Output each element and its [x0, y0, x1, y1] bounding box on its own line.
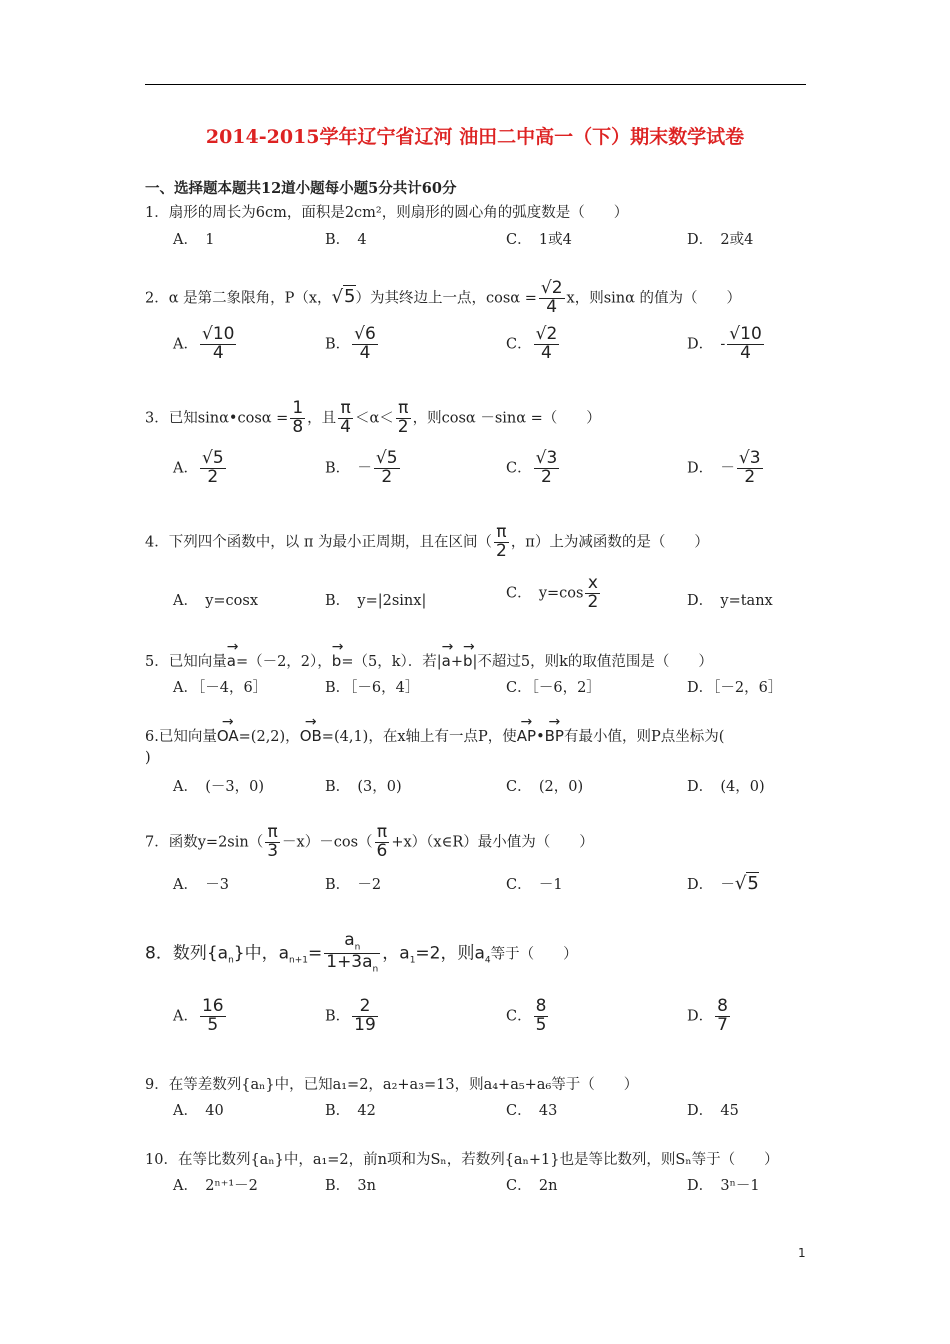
q7-option-c: C． －1: [506, 877, 563, 893]
question-2: 2．α 是第二象限角，P（x，√5）为其终边上一点，cosα = $\frac{√2}{4}$ x，则sinα 的值为（ ）: [145, 278, 742, 317]
q7-option-d: D． －√5: [687, 873, 759, 894]
question-7: 7．函数y=2sin（ $\frac{\pi}{3}$ －x）－cos（ $\frac{\pi}{6}$ +x）（x∈R）最小值为（ ）: [145, 822, 594, 861]
q8-option-a: A． $\frac{16}{5}$: [173, 996, 224, 1035]
q3-option-c: C． $\frac{√3}{2}$: [506, 448, 558, 487]
q1-option-c: C． 1或4: [506, 232, 572, 248]
q3-option-d: D． － $\frac{√3}{2}$: [687, 448, 761, 487]
q8-option-c: C． $\frac{8}{5}$: [506, 996, 547, 1035]
question-9: 9．在等差数列{aₙ}中，已知a₁=2，a₂+a₃=13，则a₄+a₅+a₆等于（ ）: [145, 1077, 639, 1093]
q3-option-a: A． $\frac{√5}{2}$: [173, 448, 224, 487]
header-rule: [145, 84, 806, 85]
q6-option-d: D． (4，0): [687, 779, 765, 795]
q5-option-a: A．［－4，6］: [173, 680, 268, 696]
q1-option-a: A． 1: [173, 232, 215, 248]
question-6: 6.已知向量→ OA=(2,2)，→ OB=(4,1)，在x轴上有一点P，使→ AP•→ BP有最小值，则P点坐标为(: [145, 725, 724, 746]
q6-option-b: B． (3，0): [325, 779, 402, 795]
question-1: 1．扇形的周长为6cm，面积是2cm²，则扇形的圆心角的弧度数是（ ）: [145, 205, 629, 221]
q2-option-c: C． $\frac{√2}{4}$: [506, 324, 558, 363]
q9-option-c: C． 43: [506, 1103, 558, 1119]
q10-option-c: C． 2n: [506, 1178, 558, 1194]
q9-option-a: A． 40: [173, 1103, 224, 1119]
q4-option-c: C． y=cos $\frac{x}{2}$: [506, 573, 599, 612]
question-10: 10．在等比数列{aₙ}中，a₁=2，前n项和为Sₙ，若数列{aₙ+1}也是等比数列，则Sₙ等于（ ）: [145, 1152, 779, 1168]
q8-option-b: B． $\frac{2}{19}$: [325, 996, 376, 1035]
q10-option-a: A． 2ⁿ⁺¹－2: [173, 1178, 258, 1194]
section-heading: 一、选择题本题共12道小题每小题5分共计60分: [145, 180, 457, 197]
q2-option-d: D． - $\frac{√10}{4}$: [687, 324, 762, 363]
q3-option-b: B． － $\frac{√5}{2}$: [325, 448, 398, 487]
q1-option-b: B． 4: [325, 232, 367, 248]
question-8: 8．数列$\{a_n\}$中，$a_{n+1}=$ $\frac{a_n}{1+3a_n}$ ，$a_1=2$，则$a_4$等于（ ）: [145, 930, 578, 975]
q6-option-a: A． (－3，0): [173, 779, 264, 795]
question-3: 3．已知sinα•cosα = $\frac{1}{8}$ ，且 $\frac{\pi}{4}$ ＜α＜ $\frac{\pi}{2}$ ，则cosα －sinα =（ ）: [145, 398, 601, 437]
q5-option-c: C．［－6，2］: [506, 680, 601, 696]
q7-option-a: A． －3: [173, 877, 229, 893]
q5-option-d: D．［－2，6］: [687, 680, 783, 696]
page-number: 1: [798, 1246, 806, 1260]
q2-option-a: A． $\frac{√10}{4}$: [173, 324, 235, 363]
q4-option-a: A． y=cosx: [173, 593, 259, 609]
q9-option-b: B． 42: [325, 1103, 376, 1119]
q1-option-d: D． 2或4: [687, 232, 754, 248]
q4-option-b: B． y=|2sinx|: [325, 593, 427, 609]
q7-option-b: B． －2: [325, 877, 382, 893]
q5-option-b: B．［－6，4］: [325, 680, 420, 696]
q4-option-d: D． y=tanx: [687, 593, 773, 609]
q2-option-b: B． $\frac{√6}{4}$: [325, 324, 376, 363]
q9-option-d: D． 45: [687, 1103, 739, 1119]
q6-option-c: C． (2，0): [506, 779, 584, 795]
question-5: 5．已知向量→ a=（－2，2），→ b=（5，k）．若|→ a+→ b|不超过5，则k的取值范围是（ ）: [145, 650, 713, 671]
question-6-continued: ): [145, 750, 151, 766]
q10-option-b: B． 3n: [325, 1178, 376, 1194]
page-title: 2014-2015学年辽宁省辽河 油田二中高一（下）期末数学试卷: [205, 126, 745, 148]
q8-option-d: D． $\frac{8}{7}$: [687, 996, 728, 1035]
question-4: 4．下列四个函数中，以 π 为最小正周期，且在区间（ $\frac{\pi}{2}$ ，π）上为减函数的是（ ）: [145, 522, 709, 561]
q10-option-d: D． 3ⁿ－1: [687, 1178, 760, 1194]
